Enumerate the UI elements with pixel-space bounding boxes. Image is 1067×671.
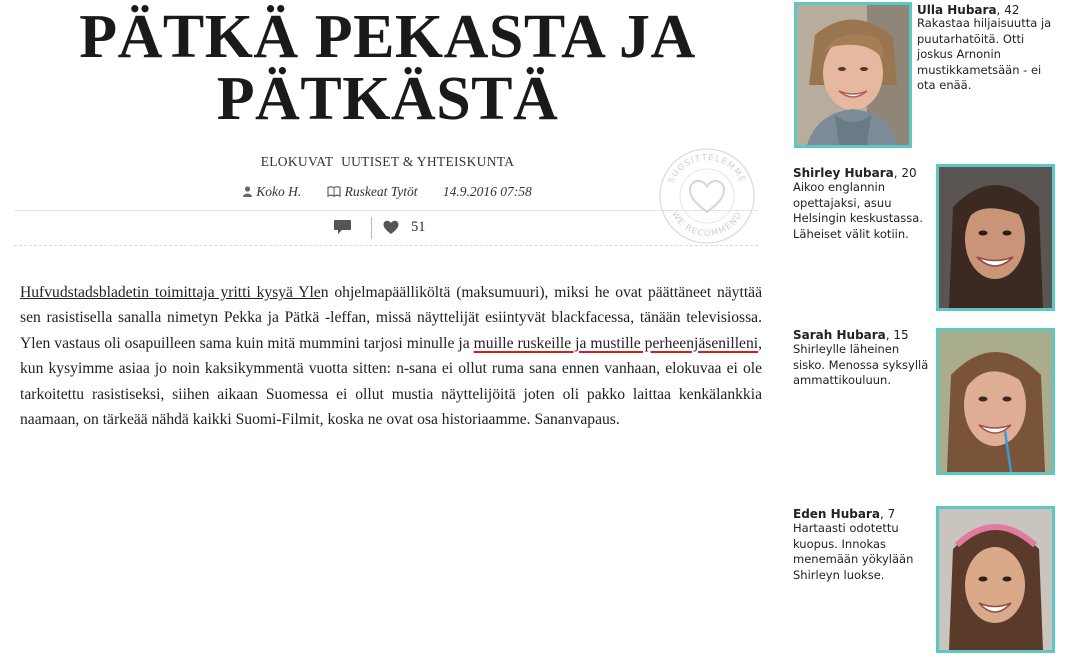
portrait-image (939, 509, 1052, 650)
recommend-stamp-icon (657, 146, 757, 246)
hbl-link[interactable]: Hufvudstadsbladetin toimittaja yritti kysyä Yle (20, 284, 321, 301)
portrait-image (939, 167, 1052, 308)
portrait-image (939, 331, 1052, 472)
person-icon (243, 186, 252, 197)
author[interactable] (243, 184, 301, 200)
divider (14, 245, 758, 246)
person-desc: Aikoo englannin opettajaksi, asuu Helsingin keskustassa. Läheiset välit kotiin. (793, 180, 923, 241)
divider (14, 210, 758, 211)
book-icon (327, 186, 341, 197)
category-link[interactable]: ELOKUVAT (260, 154, 334, 169)
article-meta (20, 184, 755, 200)
person-name: Shirley Hubara, 20 (793, 166, 917, 180)
family-link[interactable]: muille ruskeille ja mustille perheenjäsenilleni (473, 334, 759, 352)
person-desc: Hartaasti odotettu kuopus. Innokas menemään yökylään Shirleyn luokse. (793, 521, 914, 582)
person-name: Ulla Hubara, 42 (917, 3, 1020, 17)
like-count: 51 (411, 219, 426, 235)
person-desc: Rakastaa hiljaisuutta ja puutarhatöitä. Otti joskus Arnonin mustikkametsään - ei ota enää. (917, 16, 1052, 93)
portrait-sarah[interactable] (936, 328, 1055, 475)
portrait-eden[interactable] (936, 506, 1055, 653)
heart-icon[interactable] (383, 220, 399, 240)
portrait-shirley[interactable] (936, 164, 1055, 311)
body-text: , kun kysyimme asiaa jo noin kaksikymmentä vuotta sitten: n-sana ei ollut ruma sana ennen vanhaan, elokuvaa ei ole tarkoitettu rasistiseksi, siihen aikaan Suomessa ei ollut mustia näyttelijöitä joten oli pakko laittaa kenkälankkia naamaan, on tärkeää nähdä kaikki Suomi-Filmit, koska ne ovat osa historiaamme. Sananvapaus. (20, 334, 762, 429)
comment-icon[interactable] (333, 219, 352, 241)
person-name: Eden Hubara, 7 (793, 507, 896, 521)
author-name: Koko H. (256, 184, 302, 199)
title-line-2: PÄTKÄSTÄ (216, 65, 559, 133)
portrait-image (797, 5, 909, 145)
category-link[interactable]: UUTISET & YHTEISKUNTA (341, 154, 515, 169)
divider (371, 217, 372, 239)
stamp-text-bottom: WE RECOMMEND (669, 209, 745, 240)
person-desc: Shirleylle läheinen sisko. Menossa syksyllä ammattikouluun. (793, 342, 929, 388)
blog-link[interactable] (327, 184, 418, 200)
title-line-1: PÄTKÄ PEKASTA JA (79, 3, 696, 71)
publish-date: 14.9.2016 07:58 (442, 184, 532, 199)
article-title (20, 3, 755, 133)
blog-name: Ruskeat Tytöt (344, 184, 418, 199)
portrait-ulla[interactable] (794, 2, 912, 148)
person-name: Sarah Hubara, 15 (793, 328, 909, 342)
article-body (20, 280, 762, 432)
body-text: n ohjelmapäälliköltä (maksumuuri), miksi he ovat päättäneet näyttää sen rasistisella sanalla nimetyn Pekka ja Pätkä -leffan, missä näyttelijät esiintyvät blackfacessa, tänään televisiossa. Ylen vastaus oli osapuilleen sama kuin mitä mummini tarjosi minulle ja (20, 284, 762, 352)
category-list (20, 154, 755, 170)
stamp-text-top: SUOSITTELEMME (666, 152, 748, 185)
